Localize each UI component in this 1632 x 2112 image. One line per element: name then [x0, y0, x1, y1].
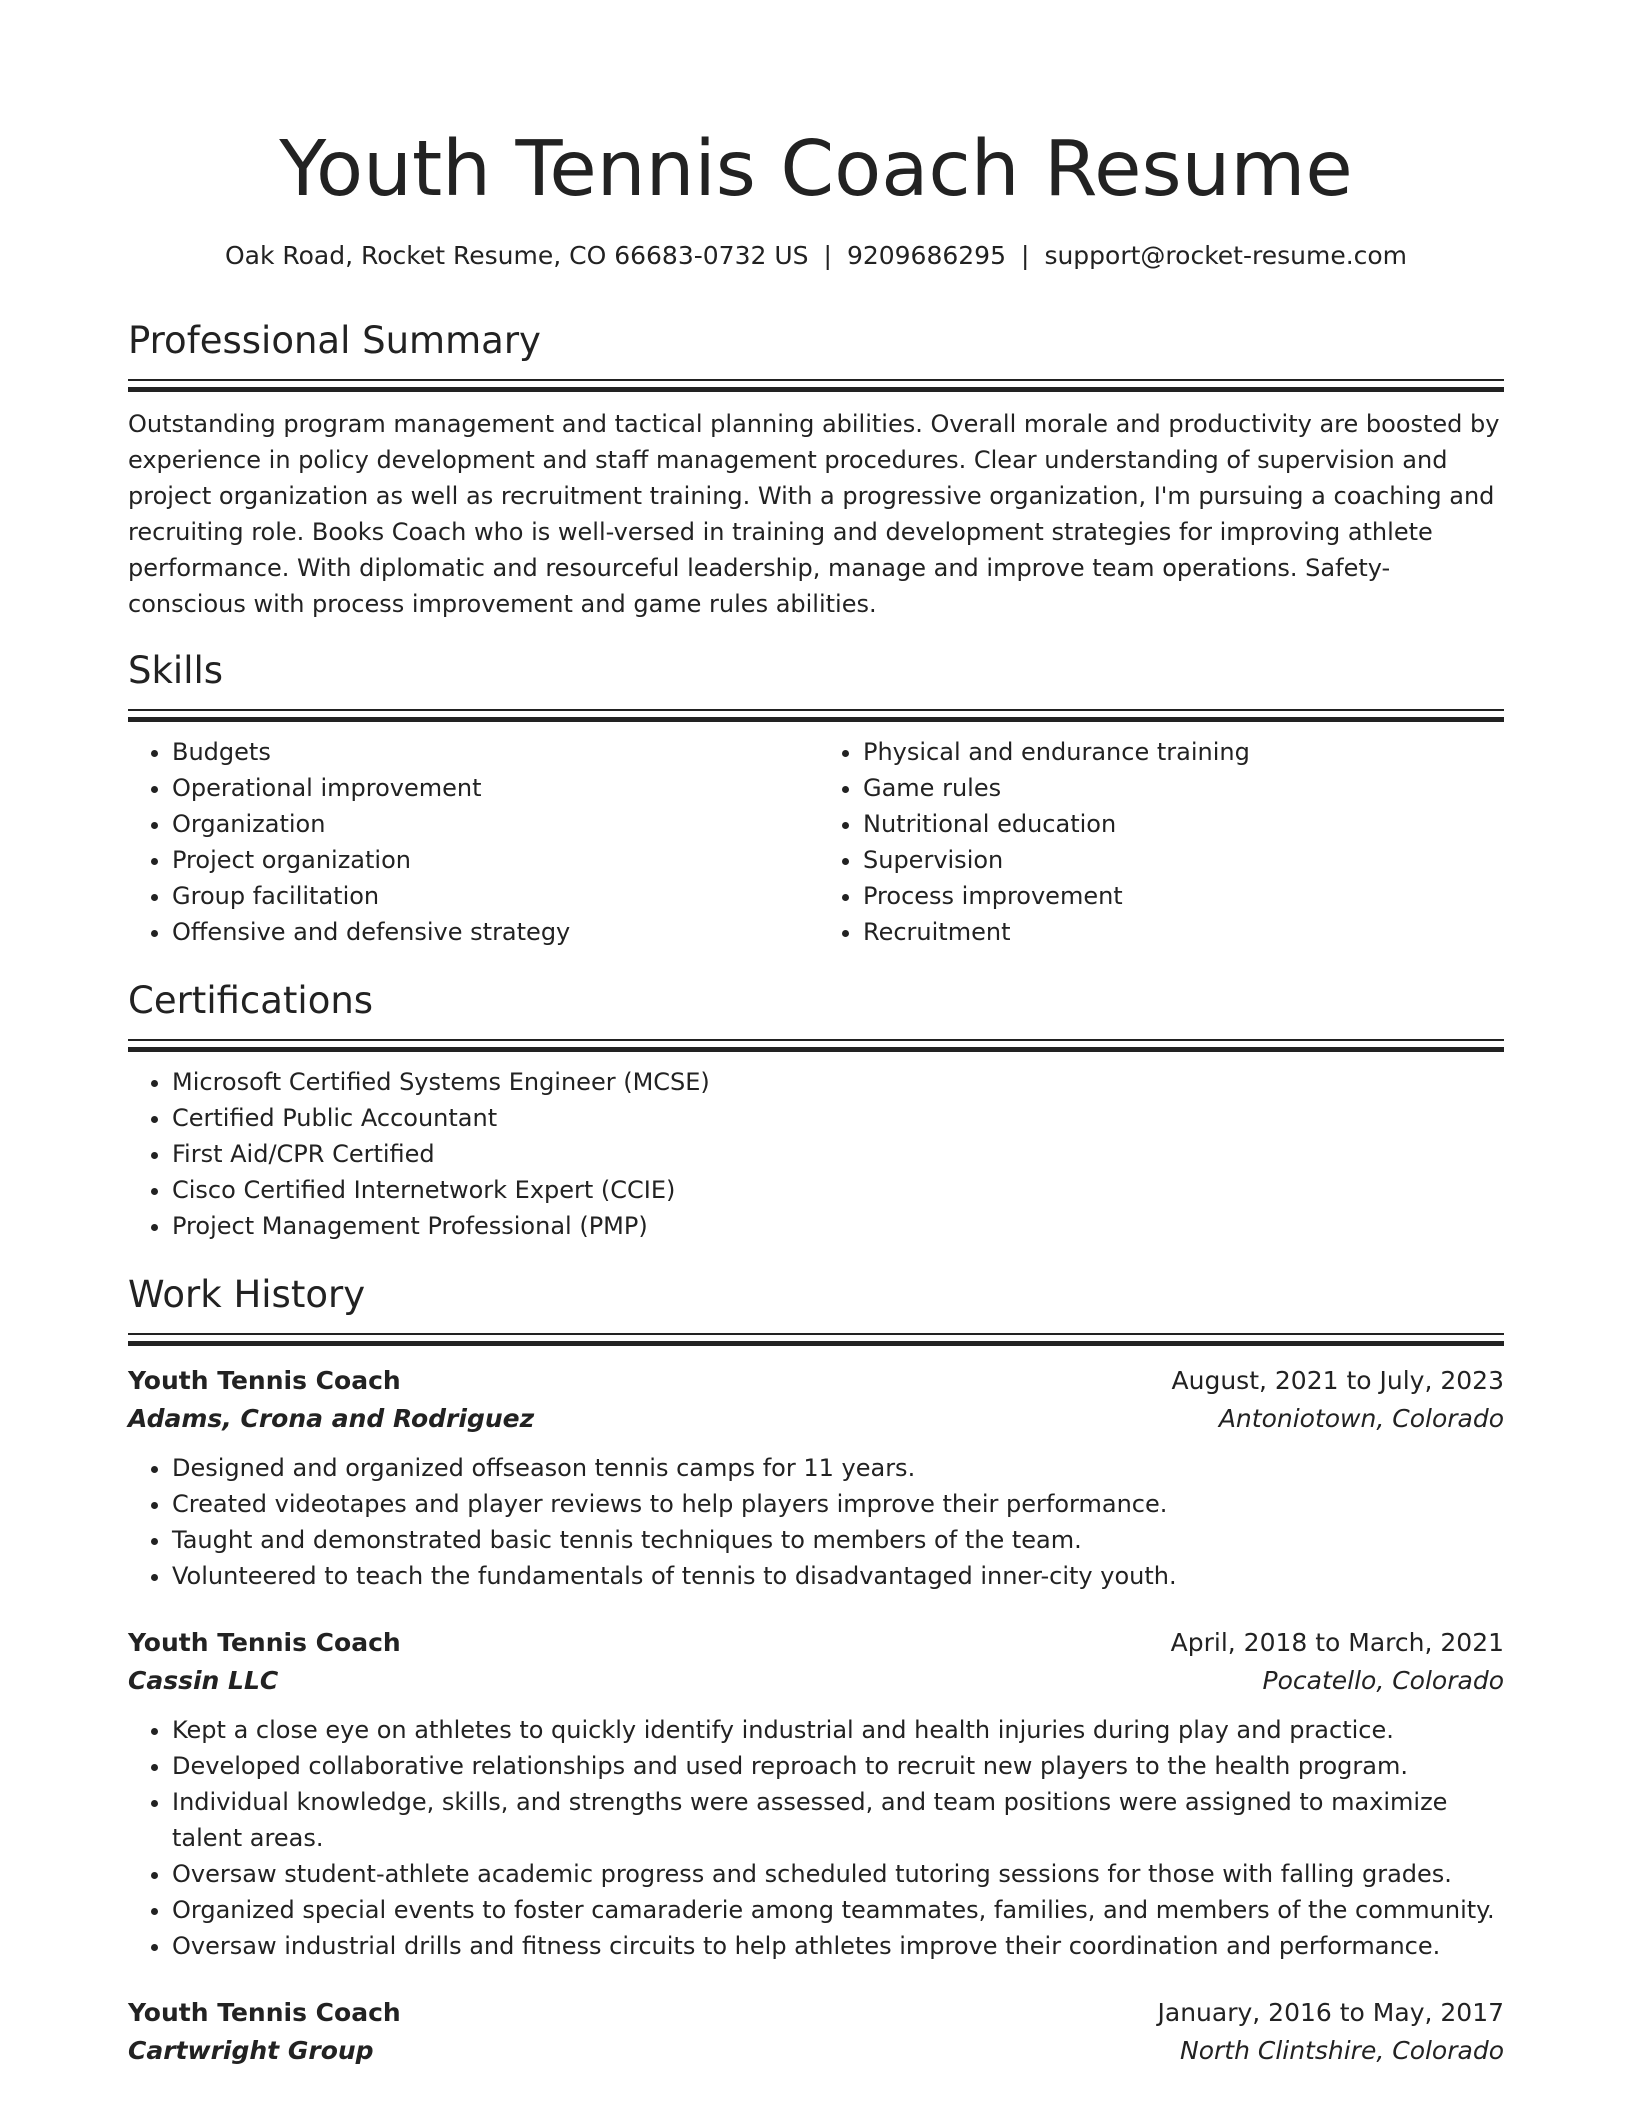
contact-separator: | — [823, 241, 832, 270]
skill-item: • Process improvement — [863, 878, 1504, 914]
job-bullet: • Organized special events to foster camaraderie among teammates, families, and members of the community. — [172, 1892, 1504, 1928]
job-location: Pocatello, Colorado — [1262, 1666, 1504, 1695]
job-bullet: • Oversaw student-athlete academic progress and scheduled tutoring sessions for those with falling grades. — [172, 1856, 1504, 1892]
job-bullet: • Created videotapes and player reviews to help players improve their performance. — [172, 1486, 1504, 1522]
job-company: Cartwright Group — [128, 2036, 374, 2065]
contact-address: Oak Road, Rocket Resume, CO 66683-0732 US — [224, 241, 809, 270]
skill-item: • Offensive and defensive strategy — [172, 914, 813, 950]
job-bullets — [128, 1450, 1504, 1594]
skill-item: • Budgets — [172, 734, 813, 770]
section-heading: Skills — [128, 649, 224, 692]
job-title: Youth Tennis Coach — [128, 1628, 401, 1657]
skill-item: • Group facilitation — [172, 878, 813, 914]
job-bullet: • Individual knowledge, skills, and strengths were assessed, and team positions were assigned to maximize talent areas. — [172, 1784, 1504, 1856]
job-location: Antoniotown, Colorado — [1218, 1404, 1504, 1433]
skill-item: • Operational improvement — [172, 770, 813, 806]
job-dates: April, 2018 to March, 2021 — [1170, 1628, 1504, 1657]
contact-email[interactable]: support@rocket-resume.com — [1044, 241, 1408, 270]
certification-item: • First Aid/CPR Certified — [172, 1136, 1504, 1172]
job-location: North Clintshire, Colorado — [1180, 2036, 1504, 2065]
job-bullet: • Volunteered to teach the fundamentals of tennis to disadvantaged inner-city youth. — [172, 1558, 1504, 1594]
skill-item: • Project organization — [172, 842, 813, 878]
section-heading: Professional Summary — [128, 319, 541, 362]
job-company: Adams, Crona and Rodriguez — [128, 1404, 535, 1433]
job-title: Youth Tennis Coach — [128, 1366, 401, 1395]
skill-item: • Organization — [172, 806, 813, 842]
job-dates: August, 2021 to July, 2023 — [1171, 1366, 1504, 1395]
job-title: Youth Tennis Coach — [128, 1998, 401, 2027]
section-divider — [128, 709, 1504, 722]
skill-item: • Physical and endurance training — [863, 734, 1504, 770]
job-entry — [128, 1362, 1504, 1594]
job-header — [128, 1362, 1504, 1400]
skills-columns — [128, 722, 1504, 950]
skill-item: • Supervision — [863, 842, 1504, 878]
certifications-list — [128, 1064, 1504, 1244]
page-title: Youth Tennis Coach Resume — [279, 125, 1353, 214]
job-bullet: • Oversaw industrial drills and fitness circuits to help athletes improve their coordination and performance. — [172, 1928, 1504, 1964]
job-bullet: • Developed collaborative relationships and used reproach to recruit new players to the health program. — [172, 1748, 1504, 1784]
job-company: Cassin LLC — [128, 1666, 279, 1695]
skills-list-right — [813, 734, 1504, 950]
section-heading: Work History — [128, 1273, 366, 1316]
work-history-section — [128, 1271, 1504, 2070]
certification-item: • Cisco Certified Internetwork Expert (CCIE) — [172, 1172, 1504, 1208]
job-subheader — [128, 1662, 1504, 1700]
job-header — [128, 1994, 1504, 2032]
job-entry — [128, 1624, 1504, 1964]
section-divider — [128, 1039, 1504, 1052]
summary-section — [128, 317, 1504, 622]
summary-text: Outstanding program management and tactical planning abilities. Overall morale and productivity are boosted by experience in policy development and staff management procedures. Clear understanding of supervision and project organization as well as recruitment training. With a progressive organization, I'm pursuing a coaching and recruiting role. Books Coach who is well-versed in training and development strategies for improving athlete performance. With diplomatic and resourceful leadership, manage and improve team operations. Safety-conscious with process improvement and game rules abilities. — [128, 410, 1500, 618]
skills-section — [128, 647, 1504, 950]
job-header — [128, 1624, 1504, 1662]
job-dates: January, 2016 to May, 2017 — [1157, 1998, 1504, 2027]
contact-separator: | — [1021, 241, 1030, 270]
certifications-section — [128, 977, 1504, 1244]
skills-list-left — [128, 734, 813, 950]
certification-item: • Project Management Professional (PMP) — [172, 1208, 1504, 1244]
job-bullets — [128, 1712, 1504, 1964]
section-heading: Certifications — [128, 979, 374, 1022]
job-bullet: • Kept a close eye on athletes to quickly identify industrial and health injuries during play and practice. — [172, 1712, 1504, 1748]
job-entry — [128, 1994, 1504, 2070]
contact-phone: 9209686295 — [846, 241, 1006, 270]
certification-item: • Certified Public Accountant — [172, 1100, 1504, 1136]
section-divider — [128, 379, 1504, 392]
job-subheader — [128, 1400, 1504, 1438]
contact-line — [128, 238, 1504, 274]
job-subheader — [128, 2032, 1504, 2070]
skill-item: • Recruitment — [863, 914, 1504, 950]
job-bullet: • Designed and organized offseason tennis camps for 11 years. — [172, 1450, 1504, 1486]
section-divider — [128, 1333, 1504, 1346]
certification-item: • Microsoft Certified Systems Engineer (MCSE) — [172, 1064, 1504, 1100]
skill-item: • Nutritional education — [863, 806, 1504, 842]
job-bullet: • Taught and demonstrated basic tennis techniques to members of the team. — [172, 1522, 1504, 1558]
skill-item: • Game rules — [863, 770, 1504, 806]
